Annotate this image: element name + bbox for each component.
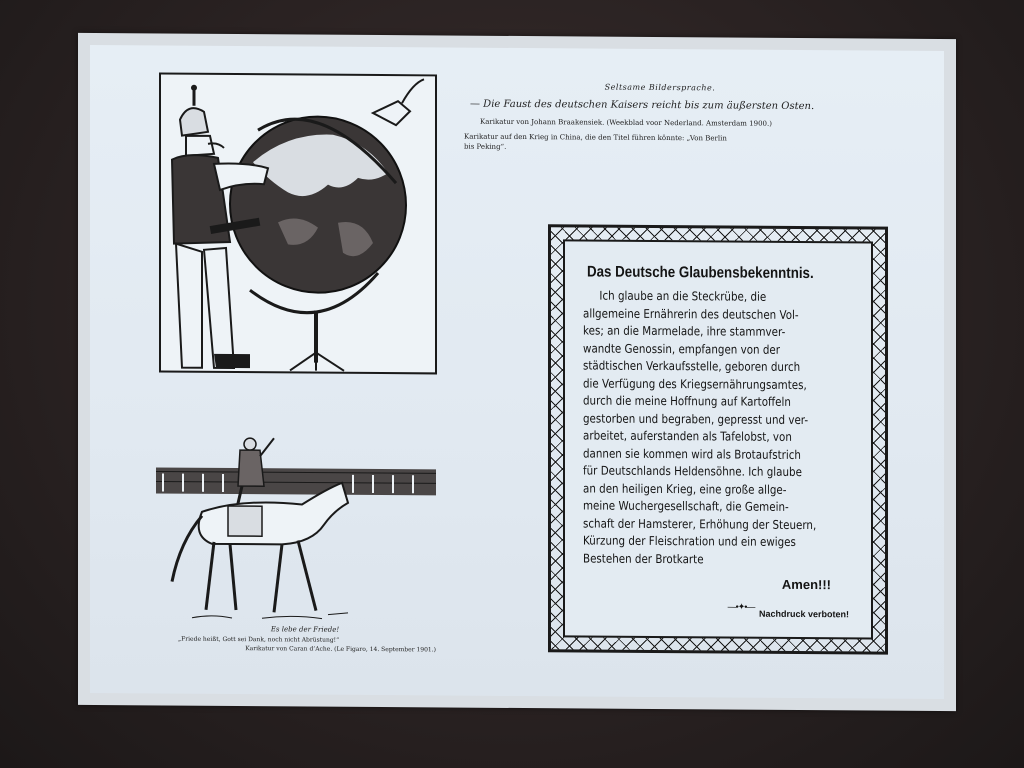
creed-line: dannen sie kommen wird als Brotaufstrich	[583, 445, 801, 462]
caption-credit-line2: bis Peking“.	[464, 142, 507, 151]
bottom-caption-title: Es lebe der Friede!	[270, 625, 340, 634]
top-caption	[460, 82, 860, 155]
amen-text: Amen!!!	[781, 576, 831, 593]
creed-line: wandte Genossin, empfangen von der	[583, 340, 781, 357]
creed-frame	[548, 224, 888, 654]
caption-credit-line1: Karikatur auf den Krieg in China, die den Titel führen könnte: „Von Berlin	[464, 132, 727, 142]
reprint-notice: Nachdruck verboten!	[758, 608, 849, 620]
creed-line: schaft der Hamsterer, Erhöhung der Steuern,	[583, 515, 817, 532]
creed-title: Das Deutsche Glaubensbekenntnis.	[587, 263, 814, 283]
creed-line: für Deutschlands Heldensöhne. Ich glaube	[583, 463, 802, 479]
creed-line: städtischen Verkaufsstelle, geboren durch	[583, 358, 801, 374]
creed-line: Kürzung der Fleischration und ein ewiges	[583, 533, 796, 549]
projection-screen	[78, 33, 956, 711]
bottom-caption-line2: Karikatur von Caran d’Ache. (Le Figaro, 14. September 1901.)	[245, 644, 436, 653]
caption-title: Seltsame Bildersprache.	[604, 82, 716, 93]
kaiser-globe-caricature	[158, 71, 438, 375]
creed-line: arbeitet, auferstanden als Tafelobst, von	[583, 428, 792, 444]
ornament-divider-icon: —•✦•—	[727, 601, 755, 612]
bottom-caption	[170, 624, 440, 654]
caption-main-line: — Die Faust des deutschen Kaisers reicht bis zum äußersten Osten.	[470, 98, 815, 113]
creed-line: Ich glaube an die Steckrübe, die	[583, 288, 767, 304]
caption-credit: Karikatur von Johann Braakensiek. (Weekblad voor Nederland. Amsterdam 1900.)	[480, 117, 772, 128]
creed-line: die Verfügung des Kriegsernährungsamtes,	[583, 375, 807, 392]
rider-caricature	[152, 431, 452, 638]
creed-body	[583, 287, 859, 569]
creed-line: durch die meine Hoffnung auf Kartoffeln	[583, 393, 791, 409]
creed-line: Bestehen der Brotkarte	[583, 550, 704, 566]
creed-panel	[563, 239, 873, 639]
bottom-caption-line1: „Friede heißt, Gott sei Dank, noch nicht Abrüstung!“	[178, 635, 340, 644]
creed-line: meine Wuchergesellschaft, die Gemein-	[583, 498, 789, 514]
creed-line: an den heiligen Krieg, eine große allge-	[583, 480, 787, 497]
slide	[90, 45, 944, 699]
creed-line: kes; an die Marmelade, ihre stammver-	[583, 323, 786, 339]
creed-line: allgemeine Ernährerin des deutschen Vol-	[583, 305, 799, 322]
creed-line: gestorben und begraben, gepresst und ver-	[583, 410, 809, 427]
